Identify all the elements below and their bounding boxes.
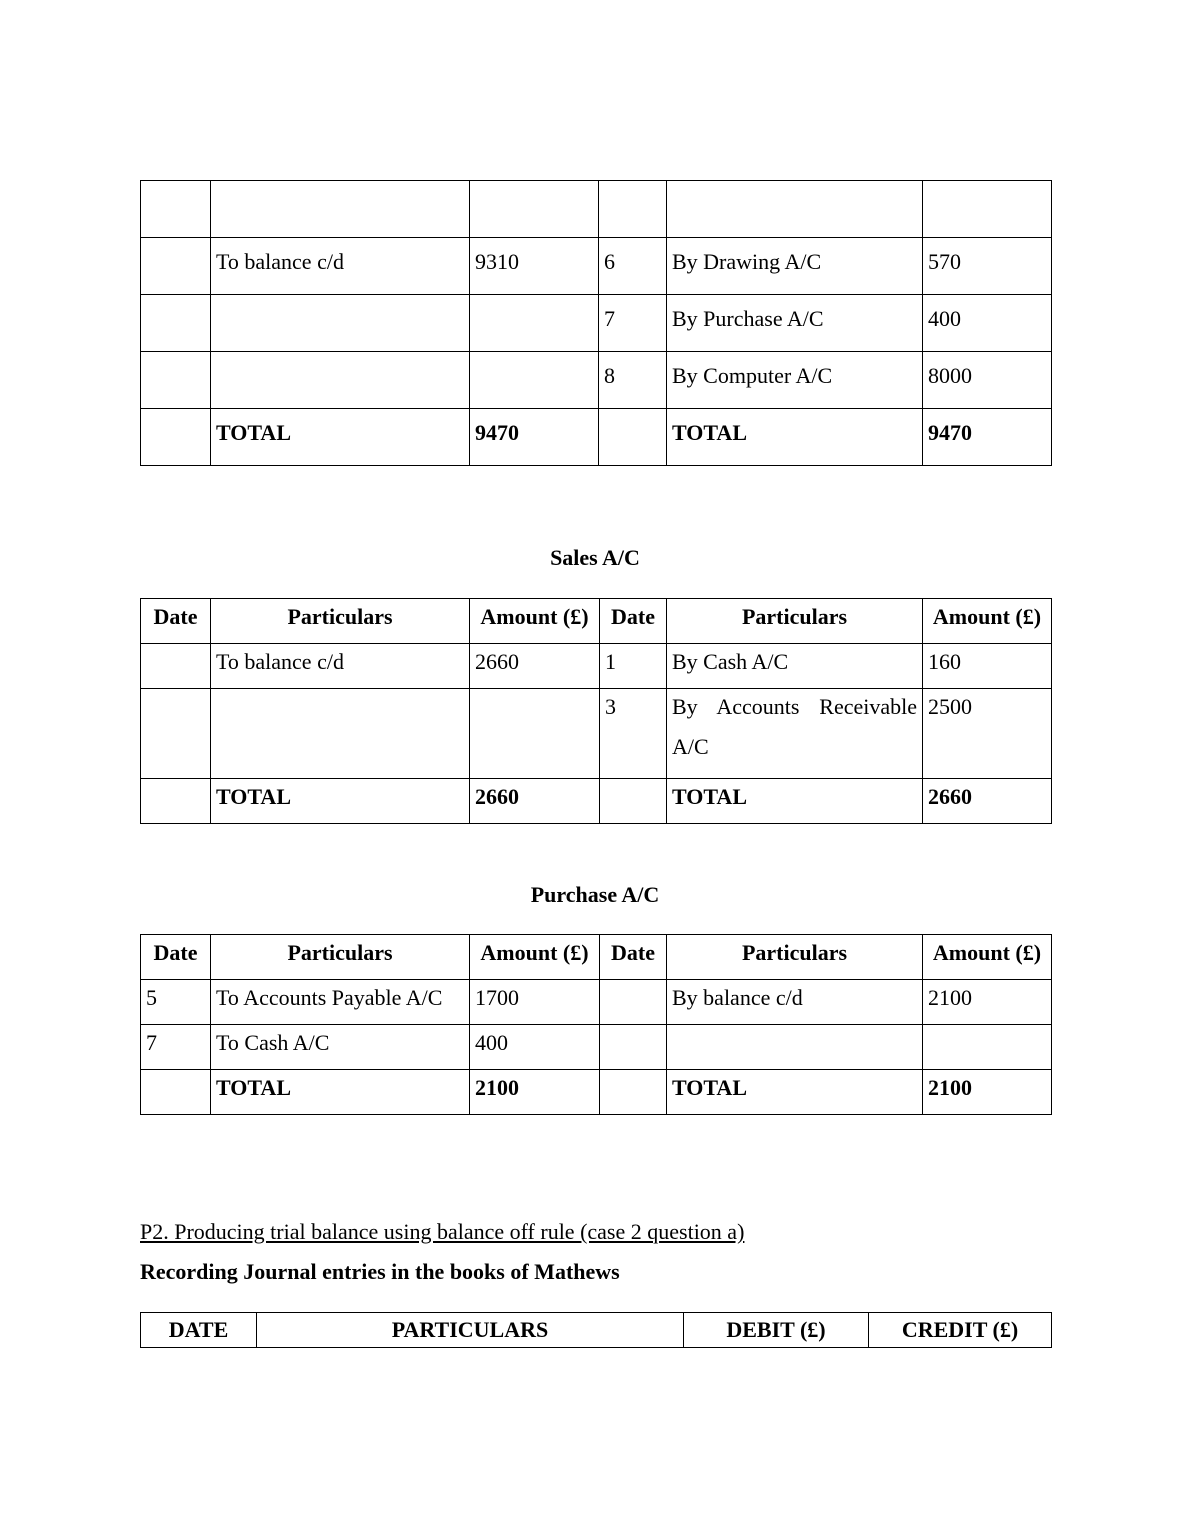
- header-row: [141, 1313, 1052, 1348]
- total-row: [141, 1070, 1052, 1115]
- amount-cell: 2100: [923, 980, 1052, 1025]
- column-header: PARTICULARS: [257, 1313, 684, 1348]
- date-cell: [141, 779, 211, 824]
- total-row: [141, 779, 1052, 824]
- total-amount: 9470: [923, 409, 1052, 466]
- particulars-cell: By Drawing A/C: [667, 238, 923, 295]
- particulars-cell: [211, 689, 470, 779]
- column-header: DEBIT (£): [684, 1313, 869, 1348]
- column-header: Particulars: [211, 935, 470, 980]
- total-label: TOTAL: [667, 409, 923, 466]
- total-row: [141, 409, 1052, 466]
- particulars-cell: To balance c/d: [211, 238, 470, 295]
- total-label: TOTAL: [211, 1070, 470, 1115]
- date-cell: [141, 238, 211, 295]
- sales-account-title: Sales A/C: [550, 545, 640, 570]
- section-heading-p2: P2. Producing trial balance using balance off rule (case 2 question a): [140, 1219, 745, 1244]
- date-cell: [599, 409, 667, 466]
- particulars-cell: By balance c/d: [667, 980, 923, 1025]
- amount-cell: 9310: [470, 238, 599, 295]
- amount-cell: [470, 352, 599, 409]
- total-amount: 2660: [923, 779, 1052, 824]
- particulars-cell: [211, 352, 470, 409]
- column-header: Particulars: [667, 599, 923, 644]
- amount-cell: [470, 181, 599, 238]
- amount-cell: [470, 295, 599, 352]
- date-cell: 3: [600, 689, 667, 779]
- table-row: [141, 238, 1052, 295]
- column-header: Amount (£): [923, 935, 1052, 980]
- particulars-cell: By Computer A/C: [667, 352, 923, 409]
- date-cell: [141, 409, 211, 466]
- date-cell: 6: [599, 238, 667, 295]
- total-label: TOTAL: [211, 409, 470, 466]
- total-amount: 2660: [470, 779, 600, 824]
- sales-ledger-table: [140, 598, 1052, 824]
- table-row: [141, 689, 1052, 779]
- date-cell: [141, 644, 211, 689]
- header-row: [141, 935, 1052, 980]
- journal-table: [140, 1312, 1052, 1348]
- total-label: TOTAL: [667, 779, 923, 824]
- table-row: [141, 295, 1052, 352]
- date-cell: [141, 181, 211, 238]
- purchase-ledger-table: [140, 934, 1052, 1115]
- particulars-cell: By Purchase A/C: [667, 295, 923, 352]
- particulars-cell: To balance c/d: [211, 644, 470, 689]
- column-header: Date: [141, 935, 211, 980]
- date-cell: 7: [141, 1025, 211, 1070]
- particulars-cell: By Cash A/C: [667, 644, 923, 689]
- date-cell: [141, 352, 211, 409]
- date-cell: [600, 1025, 667, 1070]
- column-header: Amount (£): [470, 935, 600, 980]
- amount-cell: 1700: [470, 980, 600, 1025]
- total-amount: 2100: [923, 1070, 1052, 1115]
- column-header: Particulars: [667, 935, 923, 980]
- table-row: [141, 352, 1052, 409]
- total-label: TOTAL: [667, 1070, 923, 1115]
- column-header: DATE: [141, 1313, 257, 1348]
- date-cell: 8: [599, 352, 667, 409]
- total-amount: 2100: [470, 1070, 600, 1115]
- column-header: Date: [600, 935, 667, 980]
- date-cell: [141, 689, 211, 779]
- column-header: Amount (£): [923, 599, 1052, 644]
- date-cell: [599, 181, 667, 238]
- date-cell: [141, 1070, 211, 1115]
- particulars-cell: To Accounts Payable A/C: [211, 980, 470, 1025]
- amount-cell: 2660: [470, 644, 600, 689]
- column-header: Particulars: [211, 599, 470, 644]
- amount-cell: 2500: [923, 689, 1052, 779]
- particulars-cell: By Accounts Receivable A/C: [667, 689, 923, 779]
- column-header: Date: [141, 599, 211, 644]
- particulars-cell: To Cash A/C: [211, 1025, 470, 1070]
- amount-cell: 570: [923, 238, 1052, 295]
- amount-cell: [470, 689, 600, 779]
- journal-heading: Recording Journal entries in the books of Mathews: [140, 1259, 620, 1284]
- date-cell: 5: [141, 980, 211, 1025]
- amount-cell: 160: [923, 644, 1052, 689]
- table-row: [141, 181, 1052, 238]
- date-cell: [600, 980, 667, 1025]
- date-cell: 7: [599, 295, 667, 352]
- amount-cell: 8000: [923, 352, 1052, 409]
- table-row: [141, 1025, 1052, 1070]
- header-row: [141, 599, 1052, 644]
- column-header: CREDIT (£): [869, 1313, 1052, 1348]
- capital-ledger-table: [140, 180, 1052, 466]
- date-cell: [600, 1070, 667, 1115]
- amount-cell: 400: [923, 295, 1052, 352]
- table-row: [141, 980, 1052, 1025]
- total-amount: 9470: [470, 409, 599, 466]
- amount-cell: [923, 181, 1052, 238]
- date-cell: [141, 295, 211, 352]
- date-cell: 1: [600, 644, 667, 689]
- table-row: [141, 644, 1052, 689]
- amount-cell: [923, 1025, 1052, 1070]
- particulars-cell: [211, 181, 470, 238]
- purchase-account-title: Purchase A/C: [530, 882, 660, 907]
- particulars-cell: [667, 181, 923, 238]
- particulars-cell: [667, 1025, 923, 1070]
- particulars-cell: [211, 295, 470, 352]
- column-header: Date: [600, 599, 667, 644]
- total-label: TOTAL: [211, 779, 470, 824]
- column-header: Amount (£): [470, 599, 600, 644]
- date-cell: [600, 779, 667, 824]
- amount-cell: 400: [470, 1025, 600, 1070]
